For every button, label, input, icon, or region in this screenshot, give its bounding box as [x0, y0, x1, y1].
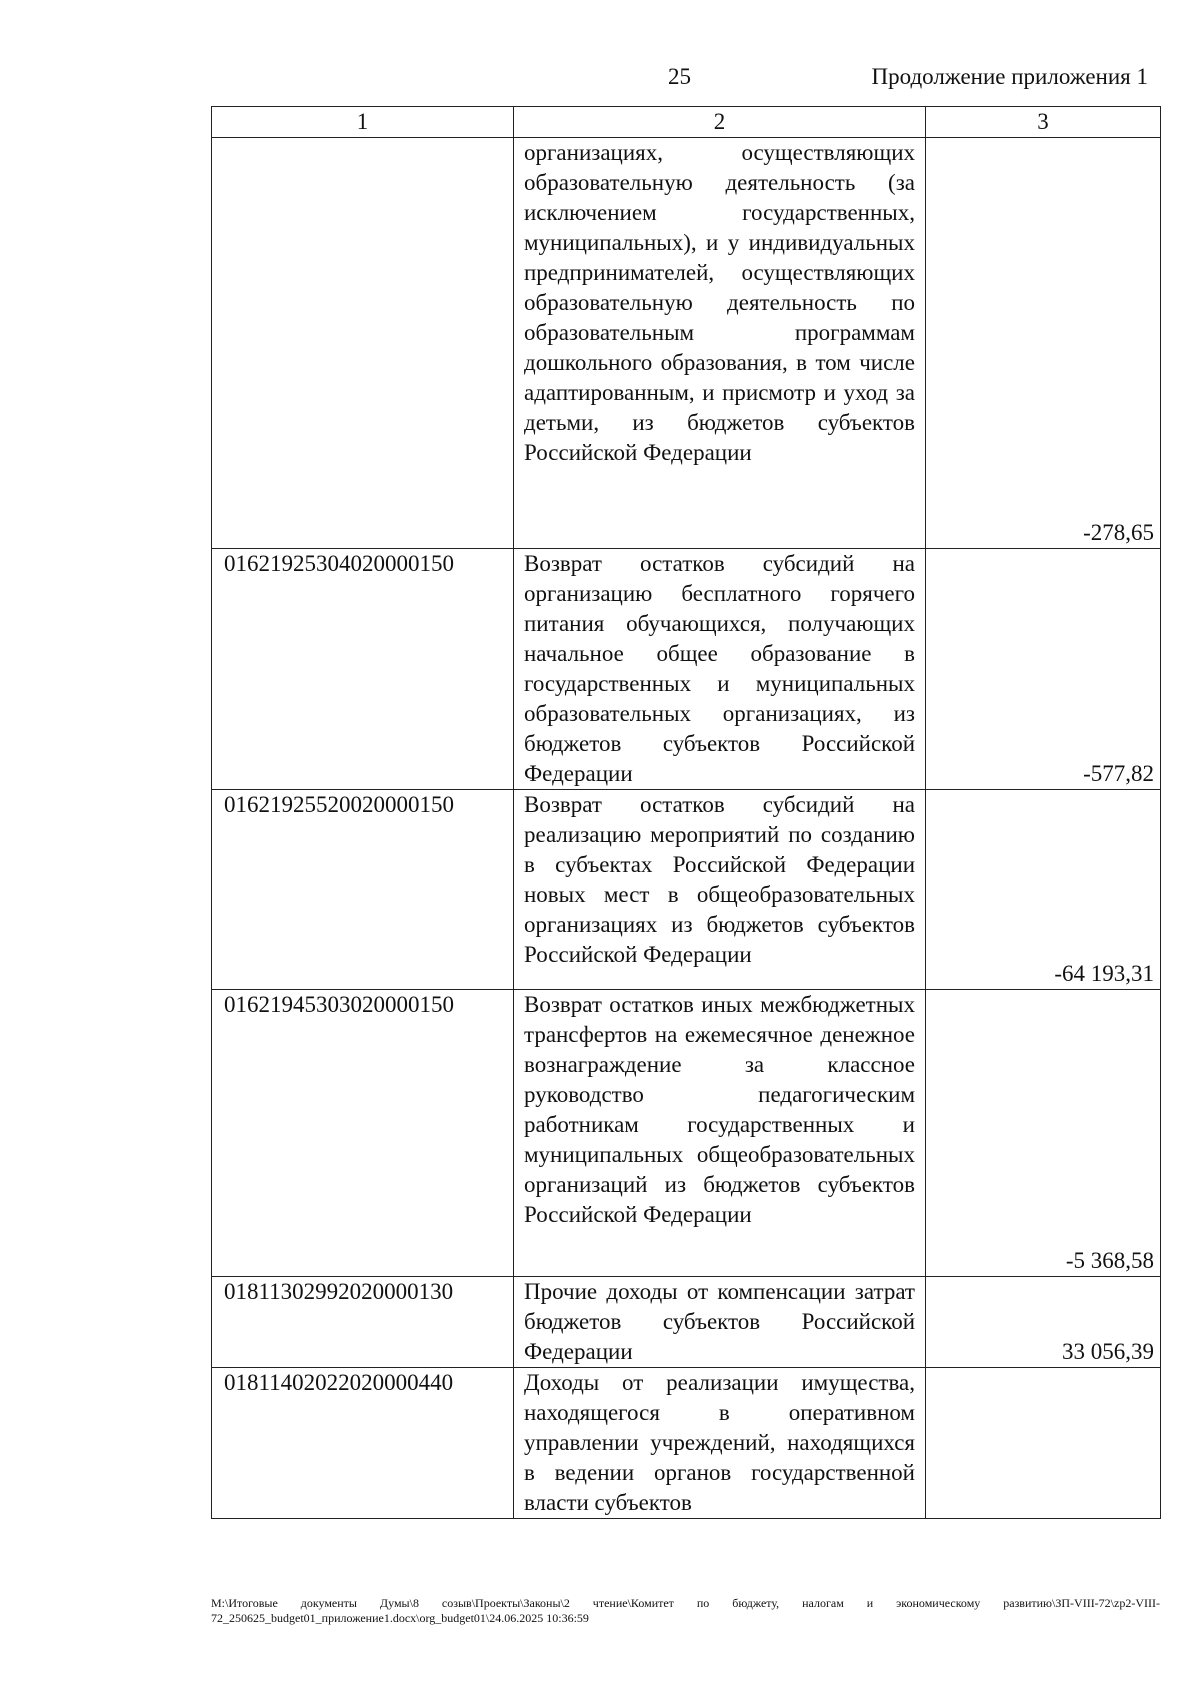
- row-code: 01621925304020000150: [212, 549, 514, 790]
- table-row: [212, 790, 1161, 990]
- row-description-text: Возврат остатков субсидий на реализацию мероприятий по созданию в субъектах Российской Федерации новых мест в общеобразовательных организациях из бюджетов субъектов Российской Федерации: [524, 792, 915, 967]
- row-description-text: организациях, осуществляющих образовательную деятельность (за исключением государственных, муниципальных), и у индивидуальных предпринимателей, осуществляющих образовательную деятельность по образовательным программам дошкольного образования, в том числе адаптированным, и присмотр и уход за детьми, из бюджетов субъектов Российской Федерации: [524, 140, 915, 465]
- row-code: 01811302992020000130: [212, 1277, 514, 1368]
- page-header: [0, 64, 1200, 98]
- row-description: [514, 138, 926, 549]
- row-description-text: Доходы от реализации имущества, находящегося в оперативном управлении учреждений, находящихся в ведении органов государственной власти субъектов: [524, 1370, 915, 1515]
- row-code: 01621925520020000150: [212, 790, 514, 990]
- row-description: [514, 1277, 926, 1368]
- row-description-text: Возврат остатков иных межбюджетных трансфертов на ежемесячное денежное вознаграждение за классное руководство педагогическим работникам государственных и муниципальных общеобразовательных организаций из бюджетов субъектов Российской Федерации: [524, 992, 915, 1227]
- file-path-footer: M:\Итоговые документы Думы\8 созыв\Проекты\Законы\2 чтение\Комитет по бюджету, налогам и экономическому развитию\ЗП-VIII-72\zp2-VIII-72_250625_budget01_приложение1.docx\org_budget01\24.06.2025 10:36:59: [211, 1596, 1160, 1625]
- budget-table: [211, 106, 1161, 1519]
- column-header-3: 3: [926, 107, 1161, 138]
- row-description: [514, 1368, 926, 1519]
- table-row: [212, 1368, 1161, 1519]
- row-description-text: Возврат остатков субсидий на организацию бесплатного горячего питания обучающихся, получающих начальное общее образование в государственных и муниципальных образовательных организациях, из бюджетов субъектов Российской Федерации: [524, 551, 915, 786]
- column-header-2: 2: [514, 107, 926, 138]
- row-code: 01811402022020000440: [212, 1368, 514, 1519]
- table-row: [212, 1277, 1161, 1368]
- row-amount: [926, 1368, 1161, 1519]
- row-code: 01621945303020000150: [212, 990, 514, 1277]
- row-description: [514, 549, 926, 790]
- row-amount: -5 368,58: [926, 990, 1161, 1277]
- row-description: [514, 990, 926, 1277]
- continuation-title: Продолжение приложения 1: [871, 64, 1148, 89]
- page-number: 25: [668, 64, 691, 89]
- row-amount: -577,82: [926, 549, 1161, 790]
- table-row: [212, 549, 1161, 790]
- row-amount: -64 193,31: [926, 790, 1161, 990]
- table-header-row: [212, 107, 1161, 138]
- table-row: [212, 138, 1161, 549]
- row-amount: 33 056,39: [926, 1277, 1161, 1368]
- table-row: [212, 990, 1161, 1277]
- row-description: [514, 790, 926, 990]
- row-amount: -278,65: [926, 138, 1161, 549]
- row-code: [212, 138, 514, 549]
- column-header-1: 1: [212, 107, 514, 138]
- row-description-text: Прочие доходы от компенсации затрат бюджетов субъектов Российской Федерации: [524, 1279, 915, 1364]
